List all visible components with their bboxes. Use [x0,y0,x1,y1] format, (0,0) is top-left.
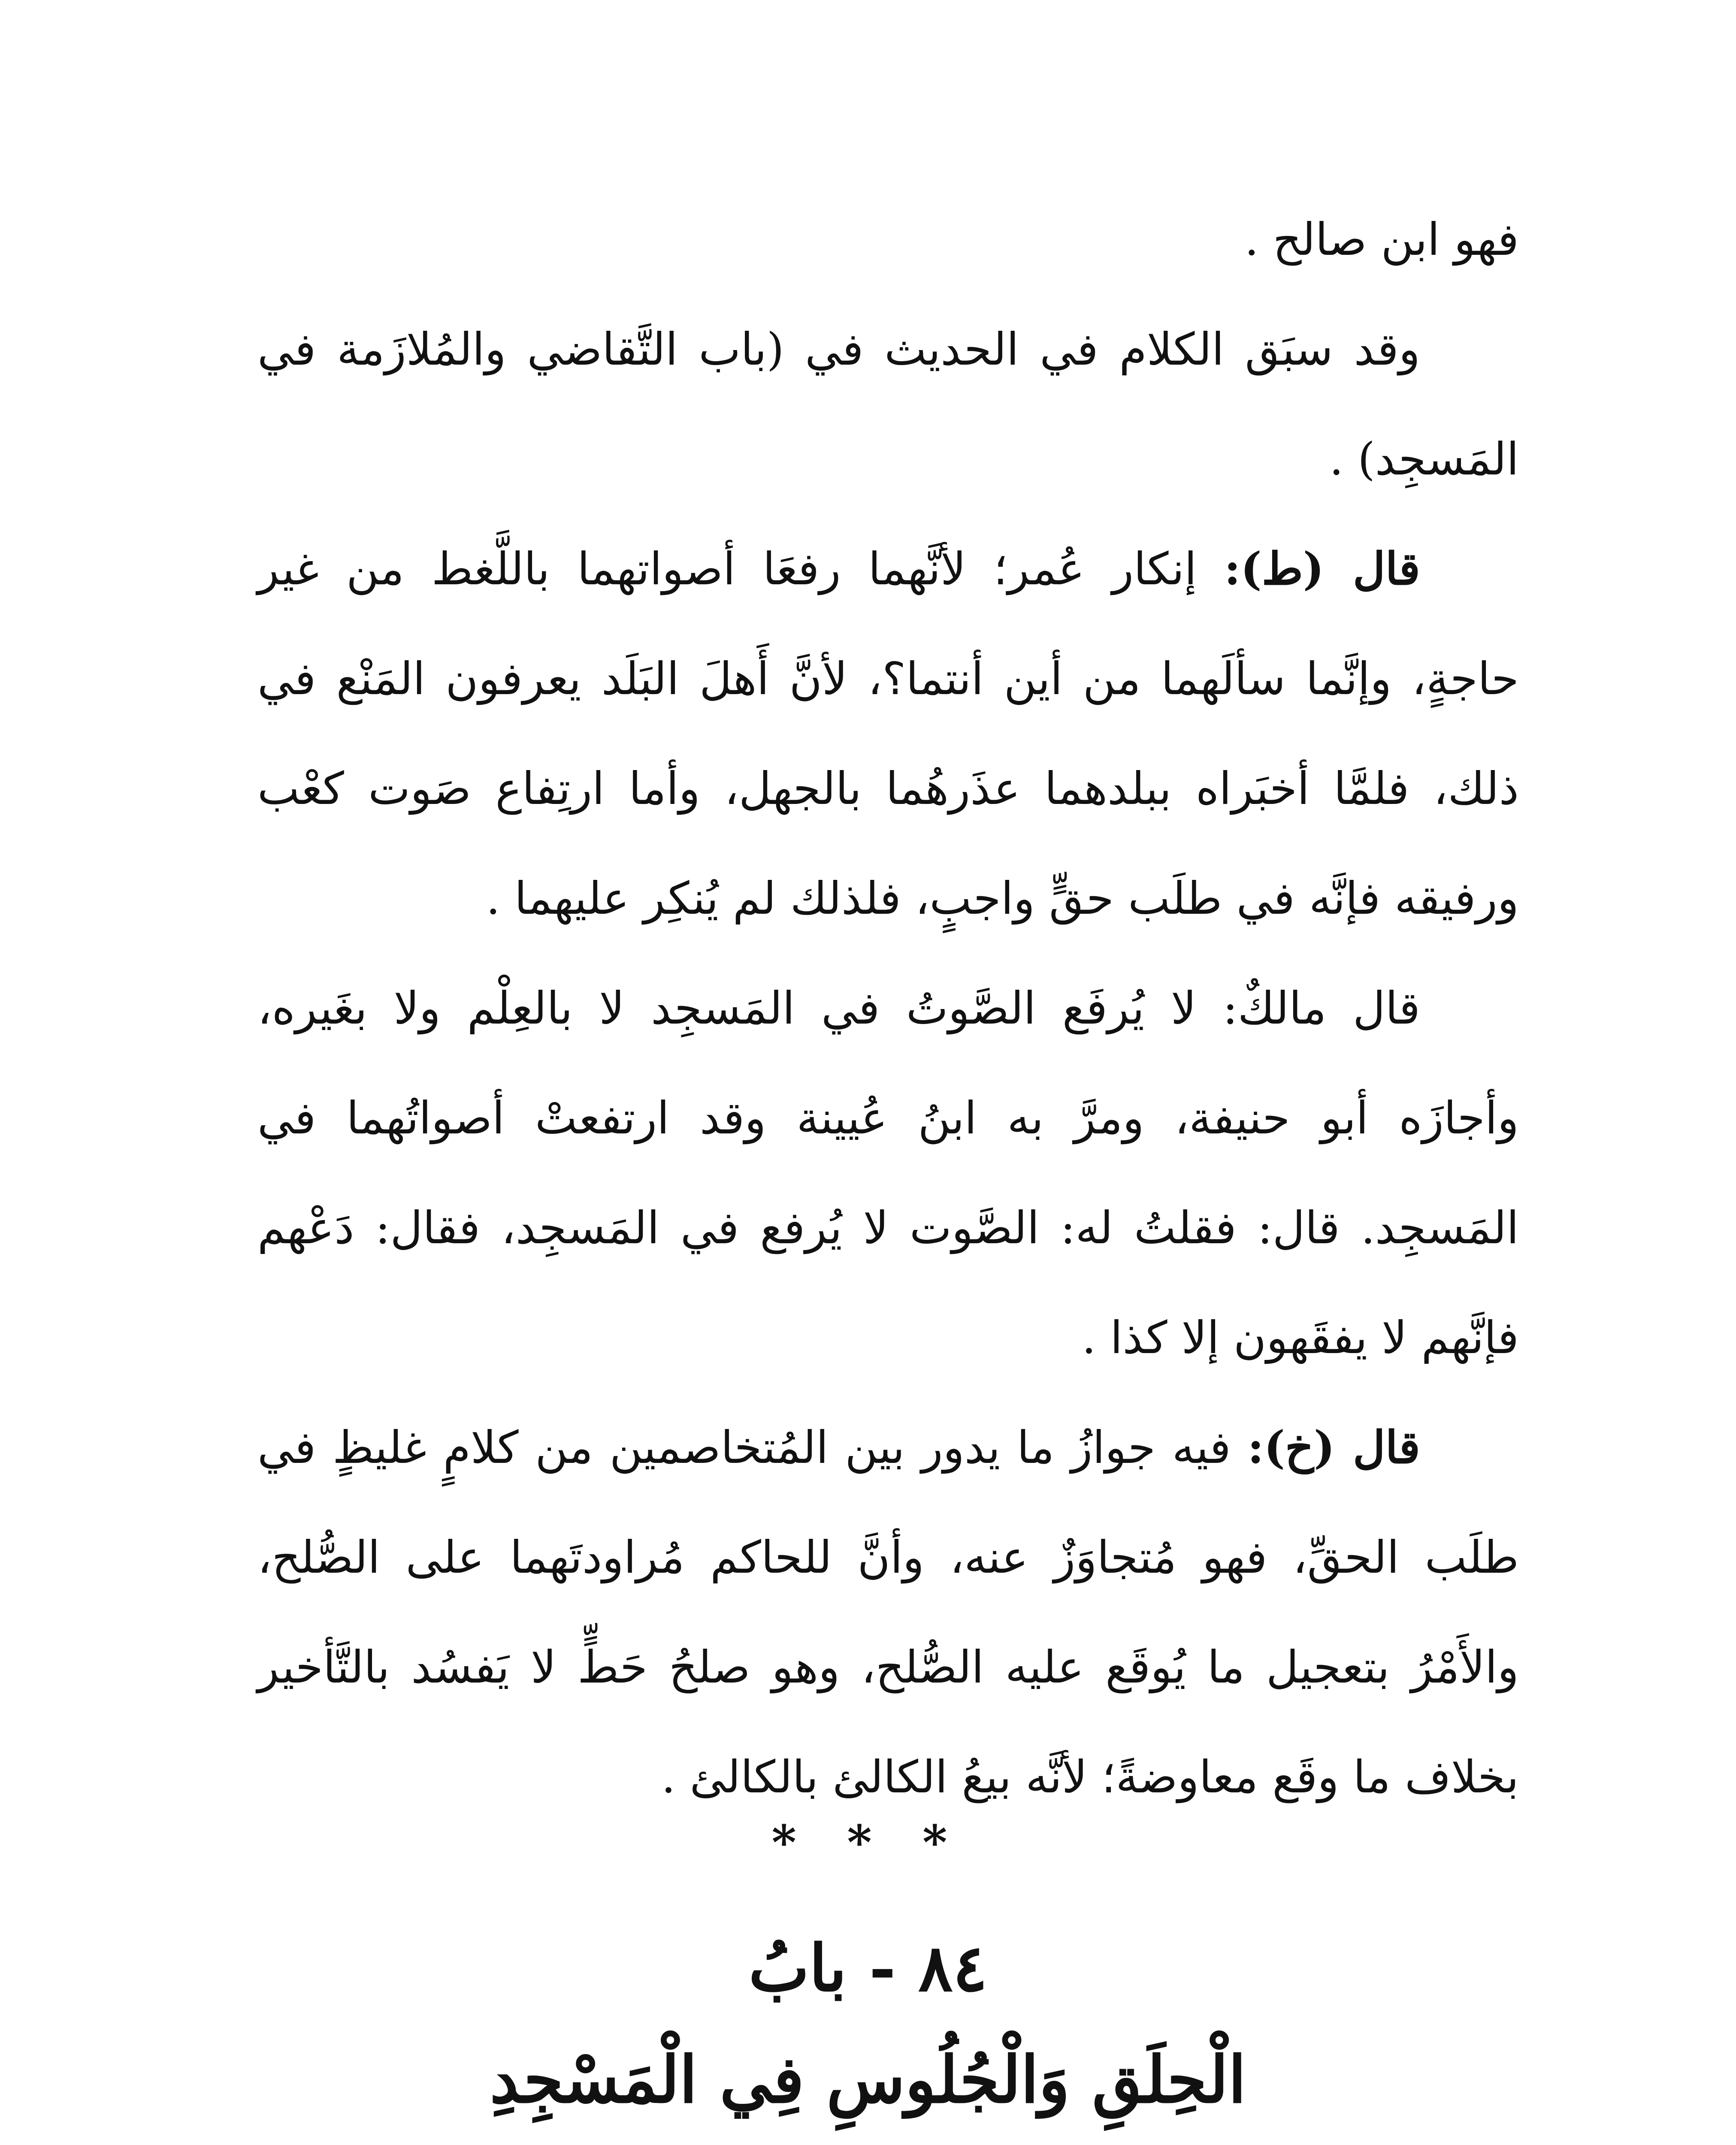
main-text-block [257,184,1519,1832]
paragraph-1 [257,184,1519,294]
paragraph-1-text: فهو ابن صالح . [1244,213,1519,266]
paragraph-4-text: قال مالكٌ: لا يُرفَع الصَّوتُ في المَسجِد لا بالعِلْم ولا بغَيره، وأجازَه أبو حنيفة، ومرَّ به ابنُ عُيينة وقد ارتفعتْ أصواتُهما في المَسجِد. قال: فقلتُ له: الصَّوت لا يُرفع في المَسجِد، فقال: دَعْهم فإنَّهم لا يفقَهون إلا كذا . [257,982,1519,1364]
paragraph-4 [257,953,1519,1393]
section-separator: * * * [771,1815,965,1870]
paragraph-5 [257,1393,1519,1832]
chapter-title-heading: الْحِلَقِ وَالْجُلُوسِ فِي الْمَسْجِدِ [490,2042,1246,2118]
paragraph-2-text: وقد سبَق الكلام في الحديث في (باب التَّقاضي والمُلازَمة في المَسجِد) . [257,323,1519,485]
paragraph-2 [257,294,1519,514]
paragraph-3-lead: قال (ط): [1224,542,1421,595]
paragraph-5-lead: قال (خ): [1247,1421,1421,1474]
paragraph-3 [257,514,1519,953]
chapter-number-heading: ٨٤ - بابُ [748,1930,988,2006]
paragraph-5-text: فيه جوازُ ما يدور بين المُتخاصمين من كلامٍ غليظٍ في طلَب الحقِّ، فهو مُتجاوَزٌ عنه، وأنَّ للحاكم مُراودتَهما على الصُّلح، والأَمْرُ بتعجيل ما يُوقَع عليه الصُّلح، وهو صلحُ حَطٍّ لا يَفسُد بالتَّأخير بخلاف ما وقَع معاوضةً؛ لأنَّه بيعُ الكالئ بالكالئ . [257,1421,1519,1803]
paragraph-3-text: إنكار عُمر؛ لأنَّهما رفعَا أصواتهما باللَّغط من غير حاجةٍ، وإنَّما سألَهما من أين أنتما؟، لأنَّ أَهلَ البَلَد يعرفون المَنْع في ذلك، فلمَّا أخبَراه ببلدهما عذَرهُما بالجهل، وأما ارتِفاع صَوت كعْب ورفيقه فإنَّه في طلَب حقٍّ واجبٍ، فلذلك لم يُنكِر عليهما . [257,543,1519,924]
